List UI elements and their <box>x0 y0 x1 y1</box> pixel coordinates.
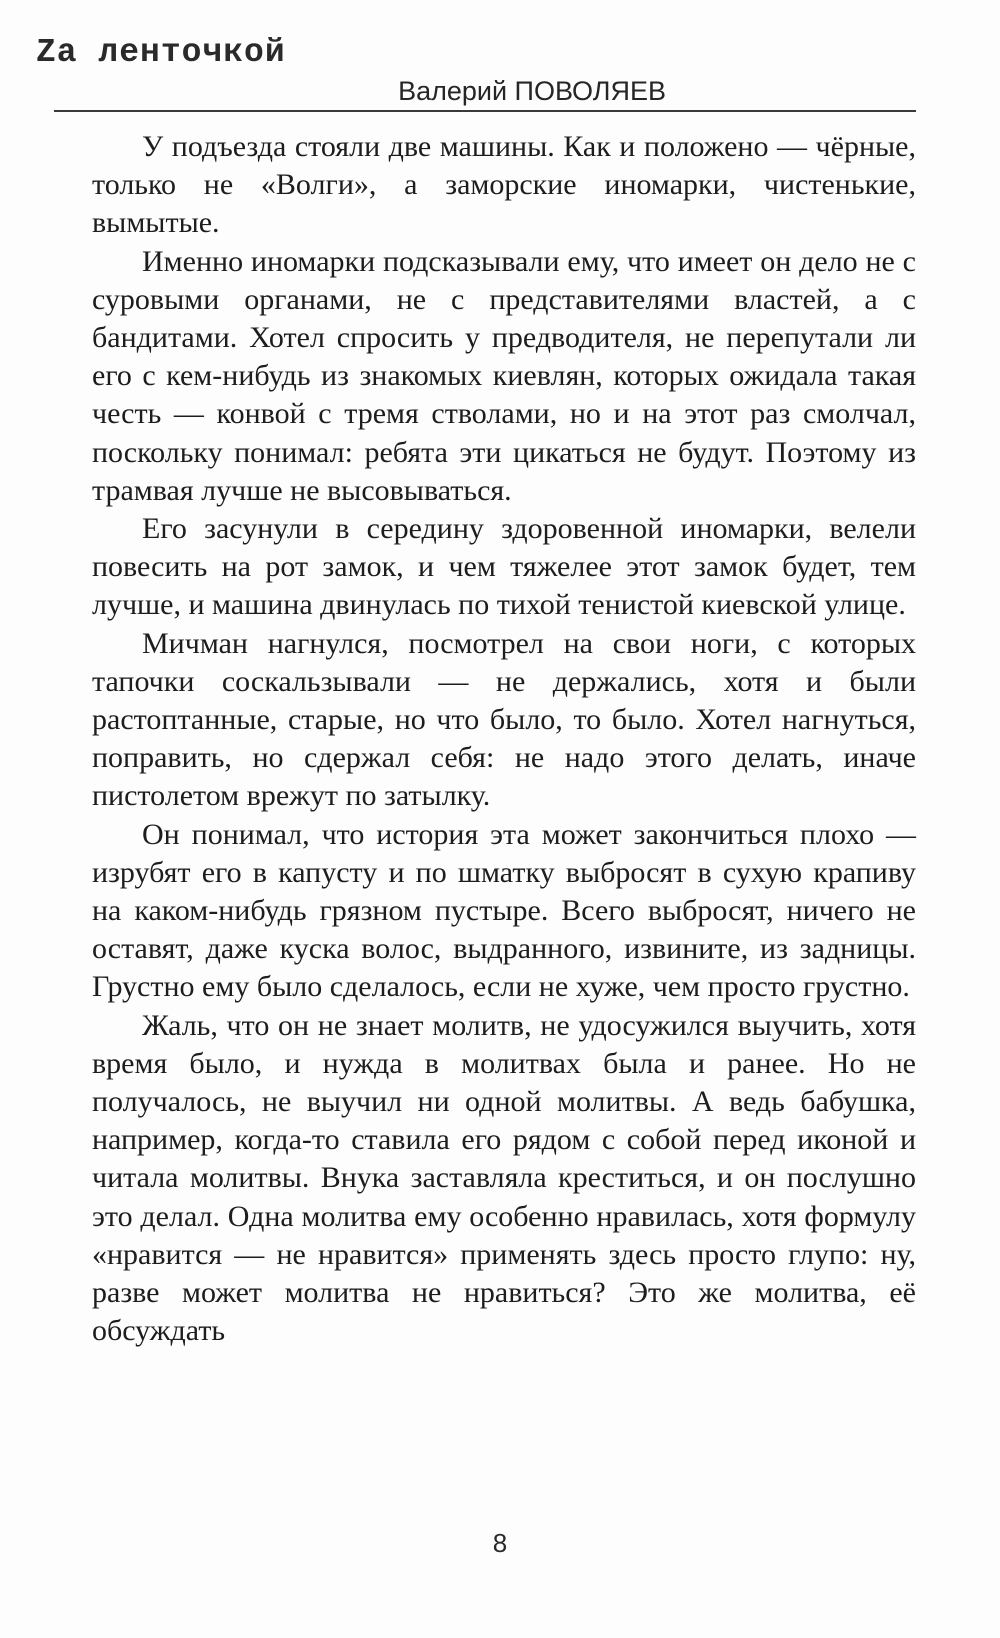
paragraph: Его засунули в середину здоровенной иномарки, велели повесить на рот замок, и чем тяжелее этот замок будет, тем лучше, и машина двинулась по тихой тенистой киевской улице. <box>92 512 916 622</box>
paragraph: Именно иномарки подсказывали ему, что имеет он дело не с суровыми органами, не с представителями властей, а с бандитами. Хотел спросить у предводителя, не перепутали ли его с кем-нибудь из знакомых киевлян, которых ожидала такая честь — конвой с тремя стволами, но и на этот раз смолчал, поскольку понимал: ребята эти цикаться не будут. Поэтому из трамвая лучше не высовываться. <box>92 244 916 507</box>
paragraph: Жаль, что он не знает молитв, не удосужился выучить, хотя время было, и нужда в молитвах была и ранее. Но не получалось, не выучил ни одной молитвы. А ведь бабушка, например, когда-то ставила его рядом с собой перед иконой и читала молитвы. Внука заставляла креститься, и он послушно это делал. Одна молитва ему особенно нравилась, хотя формулу «нравится — не нравится» применять здесь просто глупо: ну, разве может молитва не нравиться? Это же молитва, её обсуждать <box>92 1008 916 1348</box>
author-name: Валерий ПОВОЛЯЕВ <box>398 76 666 106</box>
paragraph: Мичман нагнулся, посмотрел на свои ноги, с которых тапочки соскальзывали — не держались, хотя и были растоптанные, старые, но что было, то было. Хотел нагнуться, поправить, но сдержал себя: не надо этого делать, иначе пистолетом врежут по затылку. <box>92 626 916 813</box>
series-title: Zа ленточкой <box>36 34 286 71</box>
body-text <box>92 128 916 1351</box>
paragraph: Он понимал, что история эта может закончиться плохо — изрубят его в капусту и по шматку выбросят в сухую крапиву на каком-нибудь грязном пустыре. Всего выбросят, ничего не оставят, даже куска волос, выдранного, извините, из задницы. Грустно ему было сделалось, если не хуже, чем просто грустно. <box>92 817 916 1004</box>
header-rule <box>54 110 916 112</box>
page-number: 8 <box>492 1528 508 1558</box>
paragraph: У подъезда стояли две машины. Как и положено — чёрные, только не «Волги», а заморские иномарки, чистенькие, вымытые. <box>92 130 916 240</box>
running-header <box>36 28 916 128</box>
